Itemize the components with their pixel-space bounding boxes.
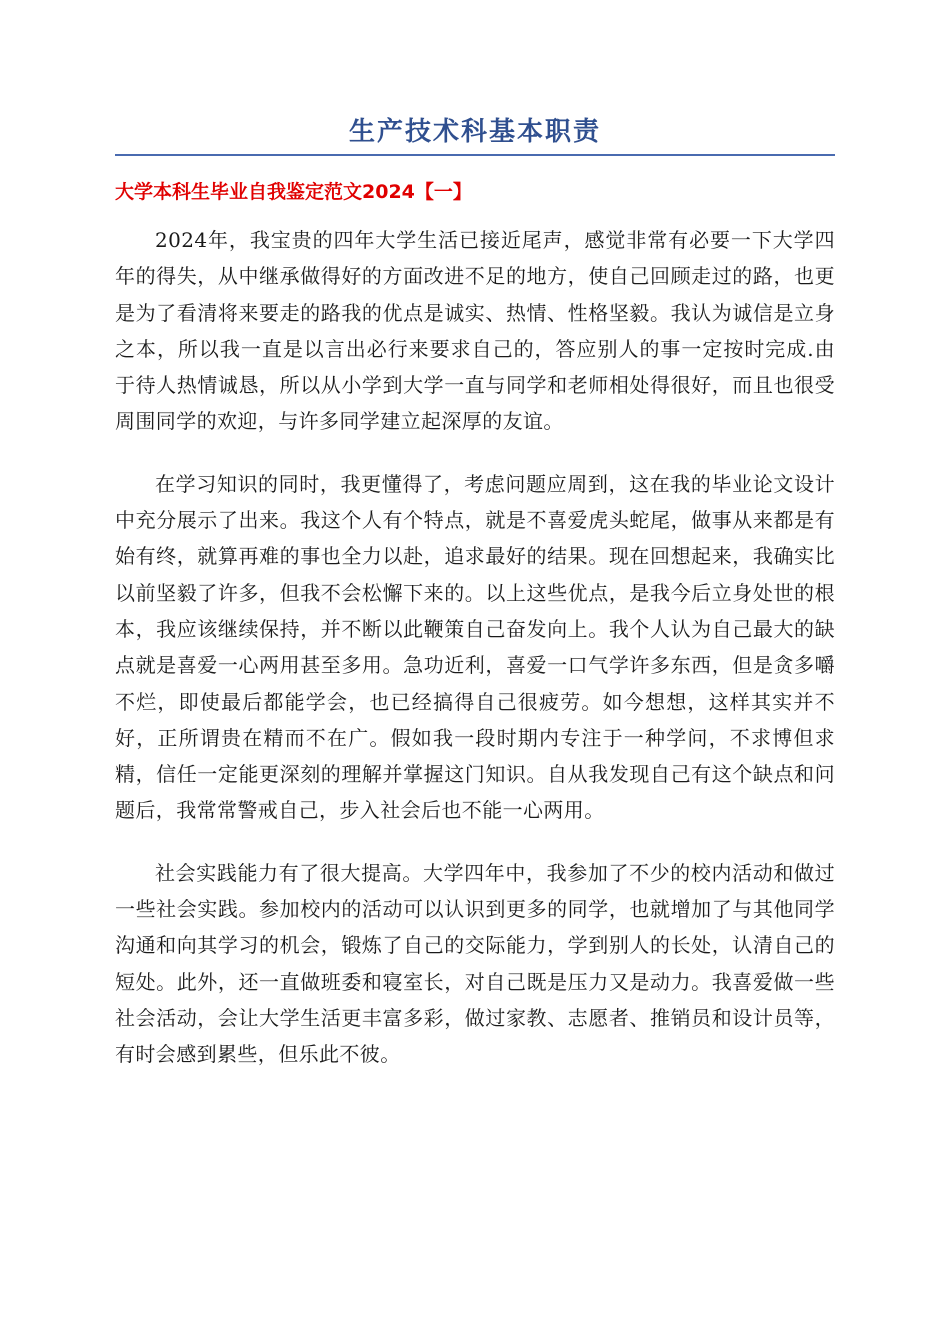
header-title: 生产技术科基本职责 [348, 117, 601, 147]
body-text [115, 222, 835, 1099]
header-divider [115, 154, 835, 156]
paragraph-3: 社会实践能力有了很大提高。大学四年中，我参加了不少的校内活动和做过一些社会实践。参加校内的活动可以认识到更多的同学，也就增加了与其他同学沟通和向其学习的机会，锻炼了自己的交际能力，学到别人的长处，认清自己的短处。此外，还一直做班委和寝室长，对自己既是压力又是动力。我喜爱做一些社会活动，会让大学生活更丰富多彩，做过家教、志愿者、推销员和设计员等，有时会感到累些，但乐此不彼。 [115, 860, 835, 1067]
paragraph-2: 在学习知识的同时，我更懂得了，考虑问题应周到，这在我的毕业论文设计中充分展示了出来。我这个人有个特点，就是不喜爱虎头蛇尾，做事从来都是有始有终，就算再难的事也全力以赴，追求最好的结果。现在回想起来，我确实比以前坚毅了许多，但我不会松懈下来的。以上这些优点，是我今后立身处世的根本，我应该继续保持，并不断以此鞭策自己奋发向上。我个人认为自己最大的缺点就是喜爱一心两用甚至多用。急功近利，喜爱一口气学许多东西，但是贪多嚼不烂，即使最后都能学会，也已经搞得自己很疲劳。如今想想，这样其实并不好，正所谓贵在精而不在广。假如我一段时期内专注于一种学问，不求博但求精，信任一定能更深刻的理解并掌握这门知识。自从我发现自己有这个缺点和问题后，我常常警戒自己，步入社会后也不能一心两用。 [115, 471, 835, 823]
document-header [115, 112, 835, 152]
section-heading: 大学本科生毕业自我鉴定范文2024【一】 [115, 181, 472, 203]
paragraph-1: 2024年，我宝贵的四年大学生活已接近尾声，感觉非常有必要一下大学四年的得失，从中继承做得好的方面改进不足的地方，使自己回顾走过的路，也更是为了看清将来要走的路我的优点是诚实、热情、性格坚毅。我认为诚信是立身之本，所以我一直是以言出必行来要求自己的，答应别人的事一定按时完成.由于待人热情诚恳，所以从小学到大学一直与同学和老师相处得很好，而且也很受周围同学的欢迎，与许多同学建立起深厚的友谊。 [115, 228, 835, 434]
